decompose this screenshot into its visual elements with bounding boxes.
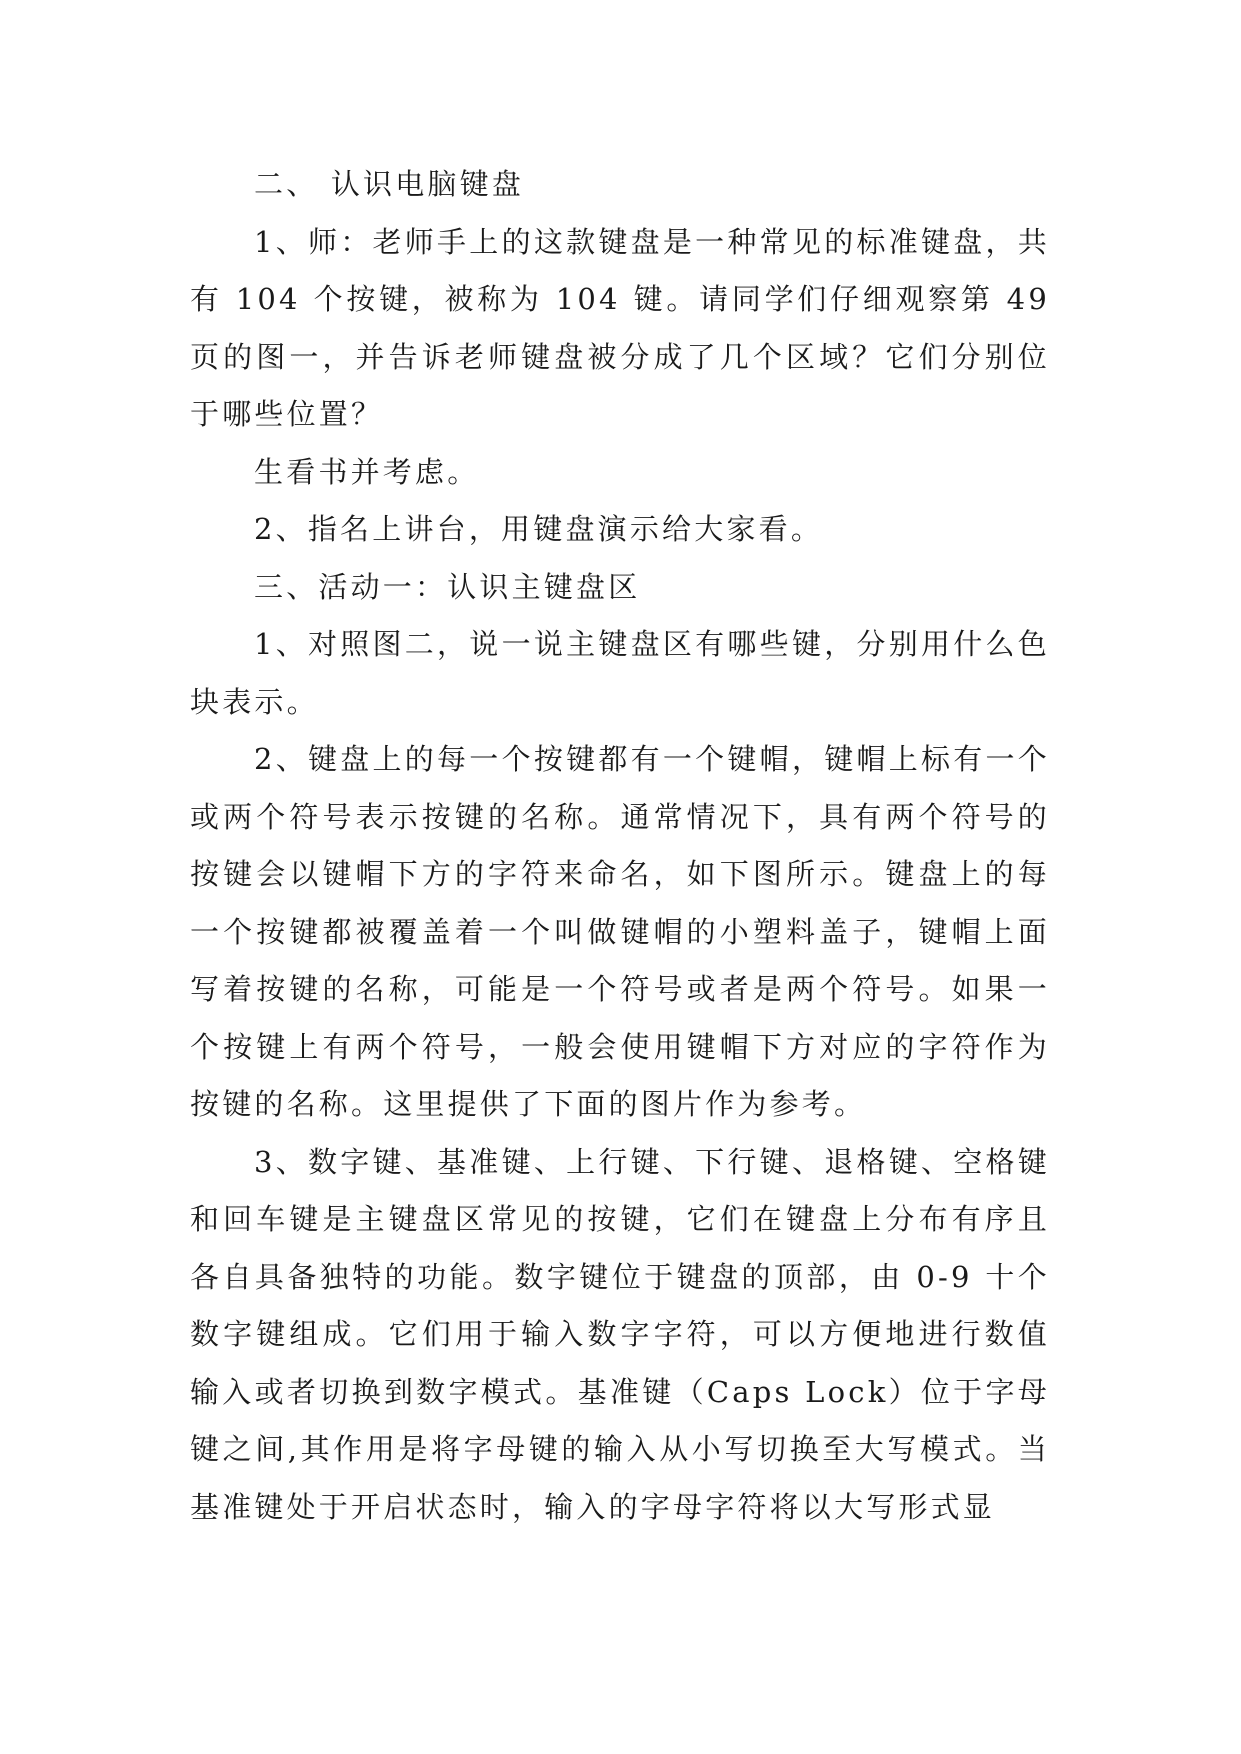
paragraph-teacher-intro: 1、师：老师手上的这款键盘是一种常见的标准键盘，共有 104 个按键，被称为 104 键。请同学们仔细观察第 49 页的图一，并告诉老师键盘被分成了几个区域？它们分别位于哪些位置？	[190, 224, 1050, 431]
paragraph-main-keyboard-colors: 1、对照图二，说一说主键盘区有哪些键，分别用什么色块表示。	[190, 627, 1050, 719]
paragraph-key-types: 3、数字键、基准键、上行键、下行键、退格键、空格键和回车键是主键盘区常见的按键，它们在键盘上分布有序且各自具备独特的功能。数字键位于键盘的顶部，由 0-9 十个数字键组成。它们用于输入数字字符，可以方便地进行数值输入或者切换到数字模式。基准键（Caps Lock）位于字母键之间,其作用是将字母键的输入从小写切换至大写模式。当基准键处于开启状态时，输入的字母字符将以大写形式显	[190, 1144, 1050, 1524]
paragraph-students-read: 生看书并考虑。	[254, 454, 480, 489]
section-heading-activity-one: 三、活动一：认识主键盘区	[254, 569, 641, 604]
paragraph-demo: 2、指名上讲台，用键盘演示给大家看。	[254, 512, 824, 546]
section-heading-keyboard: 二、 认识电脑键盘	[254, 167, 525, 201]
document-body	[190, 156, 1050, 1536]
paragraph-keycaps: 2、键盘上的每一个按键都有一个键帽，键帽上标有一个或两个符号表示按键的名称。通常情况下，具有两个符号的按键会以键帽下方的字符来命名，如下图所示。键盘上的每一个按键都被覆盖着一个叫做键帽的小塑料盖子，键帽上面写着按键的名称，可能是一个符号或者是两个符号。如果一个按键上有两个符号，一般会使用键帽下方对应的字符作为按键的名称。这里提供了下面的图片作为参考。	[190, 742, 1050, 1121]
